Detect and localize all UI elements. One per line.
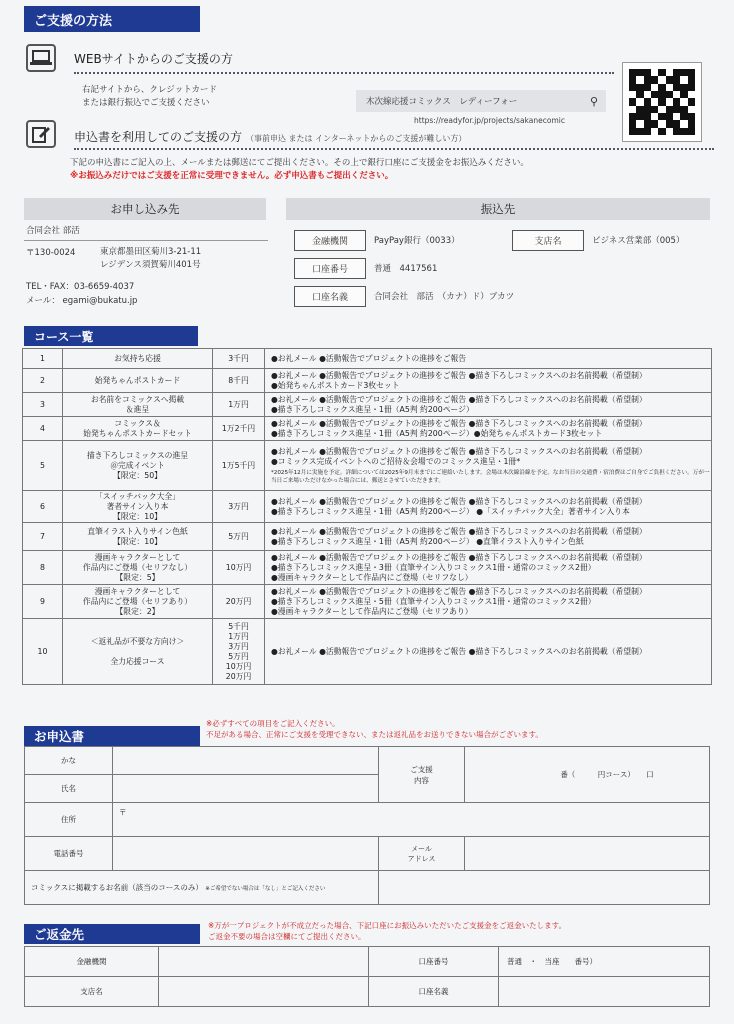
refund-bank-input[interactable] [159,947,369,977]
section-header-application [24,726,200,746]
pen-paper-icon [26,120,56,148]
refund-holder-input[interactable] [499,977,710,1007]
application-notes [206,718,543,740]
course-name [63,441,213,491]
divider [74,148,714,150]
course-number [23,491,63,523]
course-price [213,417,265,441]
course-name-text: お気持ち応援 [114,353,161,363]
course-name-text: 「スイッチバック大全」 著者サイン入り本 【限定：10】 [95,491,180,521]
course-returns-text: ●お礼メール ●活動報告でプロジェクトの進捗をご報告 ●描き下ろしコミックスへのお名前掲載（希望制） ●描き下ろしコミックス進呈・3冊（直筆サイン入りコミックス1冊・通常のコミックス2冊） ●漫画キャラクターとして作品内にご登場（セリフなし） [271,552,647,582]
address-input[interactable] [113,803,710,837]
refund-holder-label: 口座名義 [369,977,499,1007]
course-returns [265,585,712,619]
course-number [23,369,63,393]
refund-branch-label: 支店名 [25,977,159,1007]
course-name-text: 漫画キャラクターとして 作品内にご登場（セリフなし） 【限定：5】 [82,552,193,582]
course-number [23,523,63,551]
section-header-label: ご支援の方法 [34,13,113,29]
refund-form [24,946,710,1007]
course-returns [265,491,712,523]
mail-warning: ※お振込みだけではご支援を正常に受理できません。必ず申込書もご提出ください。 [70,171,394,181]
course-number-text: 7 [40,532,45,541]
course-name-text: お名前をコミックスへ掲載 ＆進呈 [90,394,185,414]
search-icon: ⚲ [589,94,598,108]
course-number [23,393,63,417]
course-number-text: 9 [40,597,45,606]
course-name [63,349,213,369]
mail-section-heading [74,128,466,145]
address-label: 住所 [25,803,113,837]
refund-notes [208,920,566,942]
course-returns-text: ●お礼メール ●活動報告でプロジェクトの進捗をご報告 ●描き下ろしコミックスへのお名前掲載（希望制） ●始発ちゃんポストカード3枚セット [271,370,647,390]
kana-label: かな [25,747,113,775]
course-name [63,523,213,551]
name-label: 氏名 [25,775,113,803]
course-price-text: 3千円 [228,353,249,363]
course-number-text: 3 [40,400,45,409]
course-number-text: 8 [40,563,45,572]
course-price [213,585,265,619]
course-returns [265,441,712,491]
course-returns-text: ●お礼メール ●活動報告でプロジェクトの進捗をご報告 ●描き下ろしコミックスへのお名前掲載（希望制） ●描き下ろしコミックス進呈・1冊（A5判 約200ページ）●始発ちゃんポストカード3枚セット [271,418,647,438]
course-note: *2025年12月に実施を予定。詳細については2025年9月末までにご連絡いたします。会場は木次線沿線を予定。なお当日の交通費・宿泊費はご自身でご負担ください。万が一当日ご来場いただけなかった場合には、郵送とさせていただきます。 [271,469,710,484]
course-price-text: 8千円 [228,375,249,385]
mail-section-note: （事前申込 または インターネットからのご支援が難しい方） [246,134,467,143]
course-price [213,491,265,523]
course-number-text: 1 [40,354,45,363]
applicant-tel: TEL・FAX：03-6659-4037 [26,282,135,292]
qr-code [622,62,702,142]
course-number-text: 10 [37,647,48,656]
section-header-support-method [24,6,200,32]
course-price [213,349,265,369]
web-line-2: または銀行振込でご支援ください [82,98,210,108]
course-price-text: 3万円 [228,501,249,511]
course-price-text: 1万5千円 [221,460,256,470]
branch-label-box: 支店名 [512,230,584,251]
course-name-text: 漫画キャラクターとして 作品内にご登場（セリフあり） 【限定：2】 [82,586,193,616]
applicant-email: メール： egami@bukatu.jp [26,296,138,306]
email-input[interactable] [465,837,710,871]
search-text: 木次線応援コミックス レディーフォー [366,97,518,107]
course-price [213,619,265,685]
branch-value: ビジネス営業部（005） [592,236,685,246]
section-header-label: コース一覧 [34,329,94,344]
course-returns-text: ●お礼メール ●活動報告でプロジェクトの進捗をご報告 ●描き下ろしコミックスへのお名前掲載（希望制） ●描き下ろしコミックス進呈・1冊（A5判 約200ページ） ●「スイッチバック大全」著者サイン入り本 [271,496,647,516]
course-number-text: 5 [40,461,45,470]
course-returns-text: ●お礼メール ●活動報告でプロジェクトの進捗をご報告 ●描き下ろしコミックスへのお名前掲載（希望制） ●コミックス完成イベントへのご招待＆会場でのコミックス進呈・1冊* [271,446,647,466]
section-header-refund [24,924,200,944]
course-returns-text: ●お礼メール ●活動報告でプロジェクトの進捗をご報告 ●描き下ろしコミックスへのお名前掲載（希望制） ●描き下ろしコミックス進呈・1冊（A5判 約200ページ） [271,394,647,414]
course-returns [265,551,712,585]
course-number [23,441,63,491]
account-value: 普通 4417561 [374,264,438,274]
course-row [23,349,712,369]
course-price-text: 5万円 [228,531,249,541]
course-row [23,369,712,393]
applicant-address-line-1: 東京都墨田区菊川3-21-11 [100,247,202,257]
applicant-zip: 〒130-0024 [26,248,76,258]
zip-mark: 〒 [119,808,127,817]
course-price [213,369,265,393]
applicant-company: 合同会社 部活 [26,226,80,236]
course-row [23,393,712,417]
transfer-header: 振込先 [286,198,710,220]
course-number-text: 2 [40,376,45,385]
course-name-text: 始発ちゃんポストカード [94,375,181,385]
course-price-text: 1万円 [228,399,249,409]
course-returns [265,369,712,393]
course-name-text: ＜返礼品が不要な方向け＞ 全力応援コース [90,636,185,666]
course-table [22,348,712,685]
web-description [82,84,217,110]
comic-name-label-cell [25,871,379,905]
web-section-title: WEBサイトからのご支援の方 [74,52,233,66]
course-number-text: 6 [40,502,45,511]
email-label: メール アドレス [379,837,465,871]
refund-note-1: ※万が一プロジェクトが不成立だった場合、下記口座にお振込みいただいたご支援金をご返金いたします。 [208,921,567,930]
support-label: ご支援 内容 [379,747,465,803]
mail-instructions: 下記の申込書にご記入の上、メールまたは郵送にてご提出ください。その上で銀行口座にご支援金をお振込みください。 [70,158,529,168]
applicant-address-line-2: レジデンス須賀菊川401号 [100,260,201,270]
course-table-body [23,349,712,685]
applicant-address [100,246,201,272]
course-name [63,619,213,685]
application-note-2: 不足がある場合、正常にご支援を受理できない、または返礼品をお送りできない場合がございます。 [206,730,543,739]
section-header-courses [24,326,198,346]
course-name [63,417,213,441]
course-row [23,491,712,523]
bank-value: PayPay銀行（0033） [374,236,460,246]
course-returns-text: ●お礼メール ●活動報告でプロジェクトの進捗をご報告 ●描き下ろしコミックスへのお名前掲載（希望制） [271,646,647,656]
course-price-text: 1万2千円 [221,423,256,433]
web-line-1: 右記サイトから、クレジットカード [82,85,217,95]
course-number [23,417,63,441]
course-name [63,585,213,619]
course-name-text: 直筆イラスト入りサイン色紙 【限定：10】 [87,526,188,546]
comic-name-note: ※ご希望でない場合は「なし」とご記入ください [205,886,326,892]
course-returns [265,349,712,369]
course-price-text: 5千円 1万円 3万円 5万円 10万円 20万円 [225,621,252,681]
phone-label: 電話番号 [25,837,113,871]
section-header-label: お申込書 [34,729,85,744]
refund-account-label: 口座番号 [369,947,499,977]
section-header-label: ご返金先 [34,927,85,942]
course-price-text: 20万円 [225,596,252,606]
course-name-text: コミックス＆ 始発ちゃんポストカードセット [83,418,192,438]
course-row [23,523,712,551]
course-name [63,393,213,417]
course-price [213,441,265,491]
project-url[interactable]: https://readyfor.jp/projects/sakanecomic [414,116,565,125]
application-note-1: ※必ずすべての項目をご記入ください。 [206,719,340,728]
name-input[interactable] [113,775,379,803]
support-input[interactable]: 番（ 円コース） 口 [465,747,710,803]
course-price [213,523,265,551]
course-price-text: 10万円 [225,562,252,572]
course-name-text: 描き下ろしコミックスの進呈 ＠完成イベント 【限定：50】 [86,450,189,480]
refund-branch-input[interactable] [159,977,369,1007]
divider [74,72,614,74]
course-row [23,585,712,619]
course-returns-text: ●お礼メール ●活動報告でプロジェクトの進捗をご報告 ●描き下ろしコミックスへのお名前掲載（希望制） ●描き下ろしコミックス進呈・1冊（A5判 約200ページ） ●直筆イラスト入りサイン色紙 [271,526,647,546]
course-name [63,551,213,585]
course-row [23,417,712,441]
course-number [23,551,63,585]
course-price [213,551,265,585]
course-number [23,619,63,685]
course-returns-text: ●お礼メール ●活動報告でプロジェクトの進捗をご報告 [271,353,467,363]
search-box[interactable] [356,90,606,112]
bank-label-box: 金融機関 [294,230,366,251]
course-returns-text: ●お礼メール ●活動報告でプロジェクトの進捗をご報告 ●描き下ろしコミックスへのお名前掲載（希望制） ●描き下ろしコミックス進呈・5冊（直筆サイン入りコミックス1冊・通常のコミックス2冊） ●漫画キャラクターとして作品内にご登場（セリフあり） [271,586,647,616]
course-name [63,369,213,393]
course-returns [265,619,712,685]
refund-note-2: ご返金不要の場合は空欄にてご提出ください。 [208,932,366,941]
course-row [23,441,712,491]
course-price [213,393,265,417]
course-name [63,491,213,523]
course-returns [265,417,712,441]
course-returns [265,523,712,551]
application-form [24,746,710,905]
course-number [23,349,63,369]
mail-section-title: 申込書を利用してのご支援の方 [74,130,243,144]
comic-name-label: コミックスに掲載するお名前（該当のコースのみ） [31,883,203,892]
course-row [23,619,712,685]
holder-value: 合同会社 部活 （カナ）ド）ブカツ [374,292,515,302]
phone-input[interactable] [113,837,379,871]
kana-input[interactable] [113,747,379,775]
course-returns [265,393,712,417]
course-number [23,585,63,619]
course-number-text: 4 [40,424,45,433]
account-label-box: 口座番号 [294,258,366,279]
applicant-header: お申し込み先 [24,198,266,220]
refund-account-input[interactable]: 普通 ・ 当座 番号） [499,947,710,977]
holder-label-box: 口座名義 [294,286,366,307]
course-row [23,551,712,585]
laptop-icon [26,44,56,72]
refund-bank-label: 金融機関 [25,947,159,977]
divider [24,240,268,241]
comic-name-input[interactable] [379,871,710,905]
